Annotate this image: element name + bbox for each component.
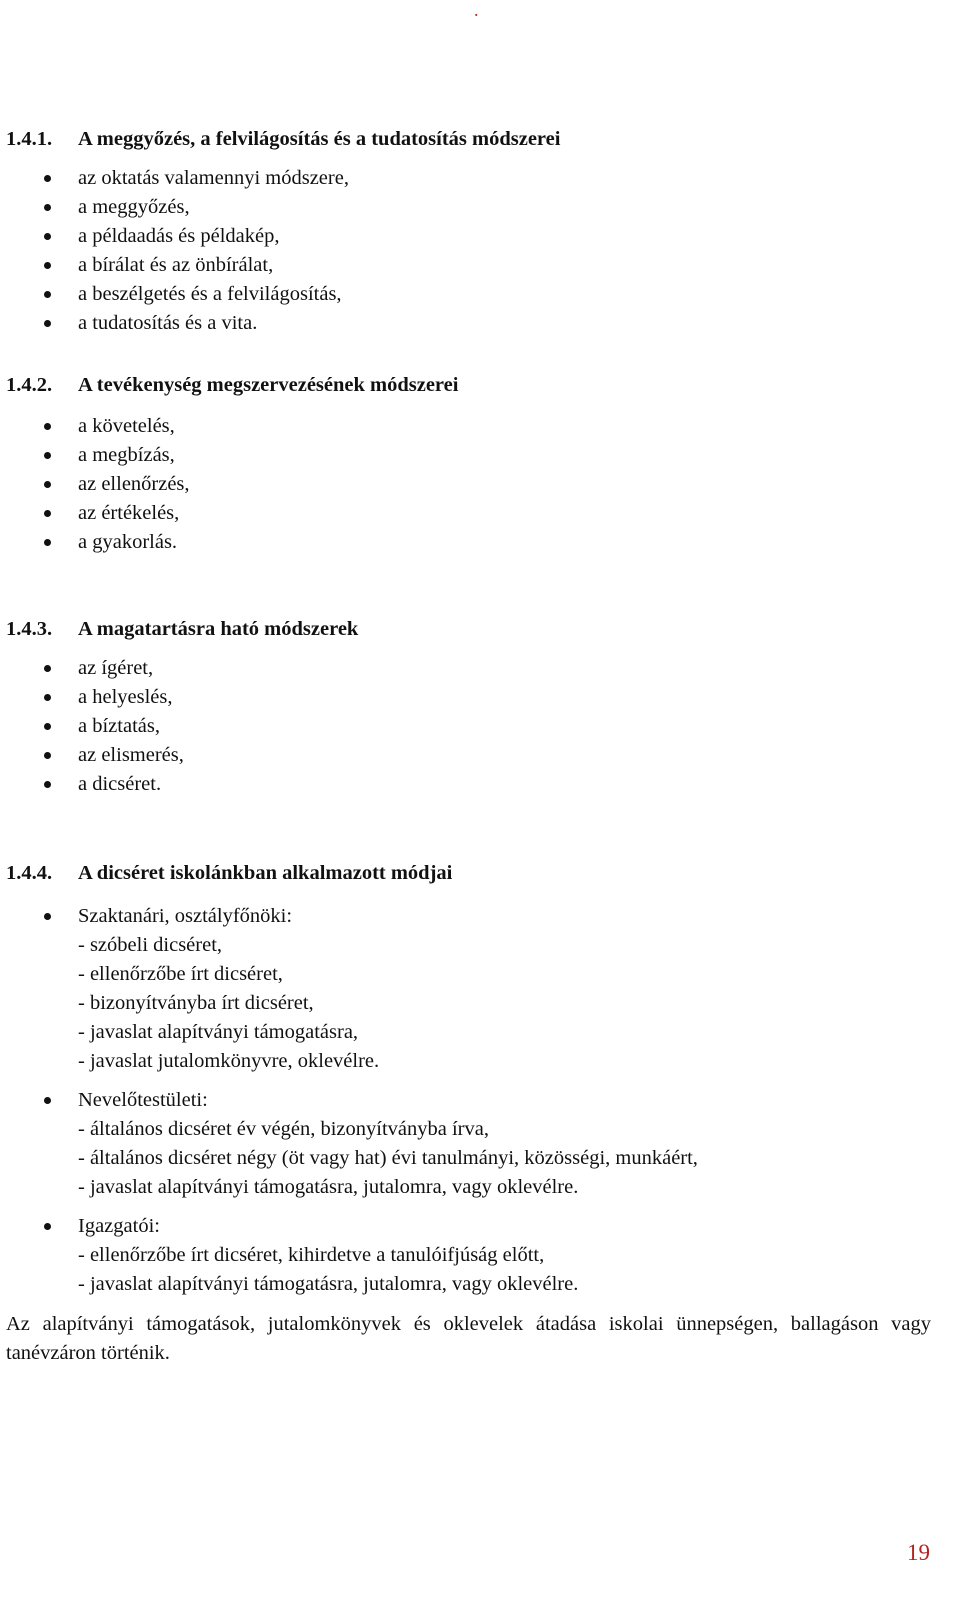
section-heading bbox=[6, 614, 936, 644]
praise-groups-list bbox=[6, 902, 936, 1299]
bullet-icon bbox=[44, 452, 51, 459]
group-line: - általános dicséret négy (öt vagy hat) évi tanulmányi, közösségi, munkáért, bbox=[78, 1147, 698, 1169]
list-item: a dicséret. bbox=[6, 770, 936, 799]
group-label: Igazgatói: bbox=[78, 1215, 160, 1237]
top-mark: . bbox=[474, 0, 479, 20]
section-1-4-4 bbox=[6, 858, 936, 1299]
section-title: A meggyőzés, a felvilágosítás és a tudatosítás módszerei bbox=[78, 128, 561, 150]
list-item: az ígéret, bbox=[6, 654, 936, 683]
list-item: az elismerés, bbox=[6, 741, 936, 770]
section-number: 1.4.4. bbox=[6, 862, 53, 884]
group-line: - szóbeli dicséret, bbox=[78, 934, 223, 956]
section-number: 1.4.1. bbox=[6, 128, 53, 150]
section-heading bbox=[6, 370, 936, 400]
section-title: A tevékenység megszervezésének módszerei bbox=[78, 374, 459, 396]
list-item: a bíztatás, bbox=[6, 712, 936, 741]
section-heading bbox=[6, 858, 936, 888]
bullet-icon bbox=[44, 694, 51, 701]
group-line: - javaslat alapítványi támogatásra, bbox=[78, 1021, 359, 1043]
bullet-icon bbox=[44, 539, 51, 546]
group-line: - ellenőrzőbe írt dicséret, kihirdetve a tanulóifjúság előtt, bbox=[78, 1244, 545, 1266]
section-title: A magatartásra ható módszerek bbox=[78, 618, 359, 640]
bullet-list bbox=[6, 164, 936, 338]
list-item: a példaadás és példakép, bbox=[6, 222, 936, 251]
praise-group-principal bbox=[6, 1212, 936, 1299]
bullet-icon bbox=[44, 1223, 51, 1230]
group-line: - javaslat alapítványi támogatásra, jutalomra, vagy oklevélre. bbox=[78, 1176, 579, 1198]
section-number: 1.4.3. bbox=[6, 618, 53, 640]
section-title: A dicséret iskolánkban alkalmazott módjai bbox=[78, 862, 453, 884]
bullet-list bbox=[6, 412, 936, 557]
bullet-icon bbox=[44, 233, 51, 240]
bullet-list bbox=[6, 654, 936, 799]
bullet-icon bbox=[44, 423, 51, 430]
bullet-icon bbox=[44, 665, 51, 672]
praise-group-staff bbox=[6, 1086, 936, 1202]
list-item: a megbízás, bbox=[6, 441, 936, 470]
bullet-icon bbox=[44, 723, 51, 730]
group-line: - ellenőrzőbe írt dicséret, bbox=[78, 963, 283, 985]
bullet-icon bbox=[44, 481, 51, 488]
bullet-icon bbox=[44, 262, 51, 269]
list-item: a gyakorlás. bbox=[6, 528, 936, 557]
list-item: a beszélgetés és a felvilágosítás, bbox=[6, 280, 936, 309]
group-label: Szaktanári, osztályfőnöki: bbox=[78, 905, 293, 927]
list-item: a bírálat és az önbírálat, bbox=[6, 251, 936, 280]
group-line: - javaslat jutalomkönyvre, oklevélre. bbox=[78, 1050, 380, 1072]
section-1-4-3 bbox=[6, 614, 936, 799]
section-1-4-2 bbox=[6, 370, 936, 557]
list-item: a helyeslés, bbox=[6, 683, 936, 712]
closing-paragraph: Az alapítványi támogatások, jutalomkönyvek és oklevelek átadása iskolai ünnepségen, ballagáson vagy tanévzáron történik. bbox=[6, 1313, 931, 1364]
list-item: a tudatosítás és a vita. bbox=[6, 309, 936, 338]
bullet-icon bbox=[44, 510, 51, 517]
bullet-icon bbox=[44, 913, 51, 920]
page-number: 19 bbox=[907, 1540, 930, 1565]
section-heading bbox=[6, 124, 936, 154]
bullet-icon bbox=[44, 291, 51, 298]
list-item: az értékelés, bbox=[6, 499, 936, 528]
bullet-icon bbox=[44, 175, 51, 182]
bullet-icon bbox=[44, 781, 51, 788]
section-1-4-1 bbox=[6, 124, 936, 338]
list-item: az oktatás valamennyi módszere, bbox=[6, 164, 936, 193]
group-line: - javaslat alapítványi támogatásra, jutalomra, vagy oklevélre. bbox=[78, 1273, 579, 1295]
section-number: 1.4.2. bbox=[6, 374, 53, 396]
bullet-icon bbox=[44, 204, 51, 211]
bullet-icon bbox=[44, 320, 51, 327]
list-item: a követelés, bbox=[6, 412, 936, 441]
bullet-icon bbox=[44, 1097, 51, 1104]
list-item: az ellenőrzés, bbox=[6, 470, 936, 499]
praise-group-teacher bbox=[6, 902, 936, 1076]
list-item: a meggyőzés, bbox=[6, 193, 936, 222]
bullet-icon bbox=[44, 752, 51, 759]
group-line: - általános dicséret év végén, bizonyítványba írva, bbox=[78, 1118, 489, 1140]
group-line: - bizonyítványba írt dicséret, bbox=[78, 992, 314, 1014]
group-label: Nevelőtestületi: bbox=[78, 1089, 208, 1111]
